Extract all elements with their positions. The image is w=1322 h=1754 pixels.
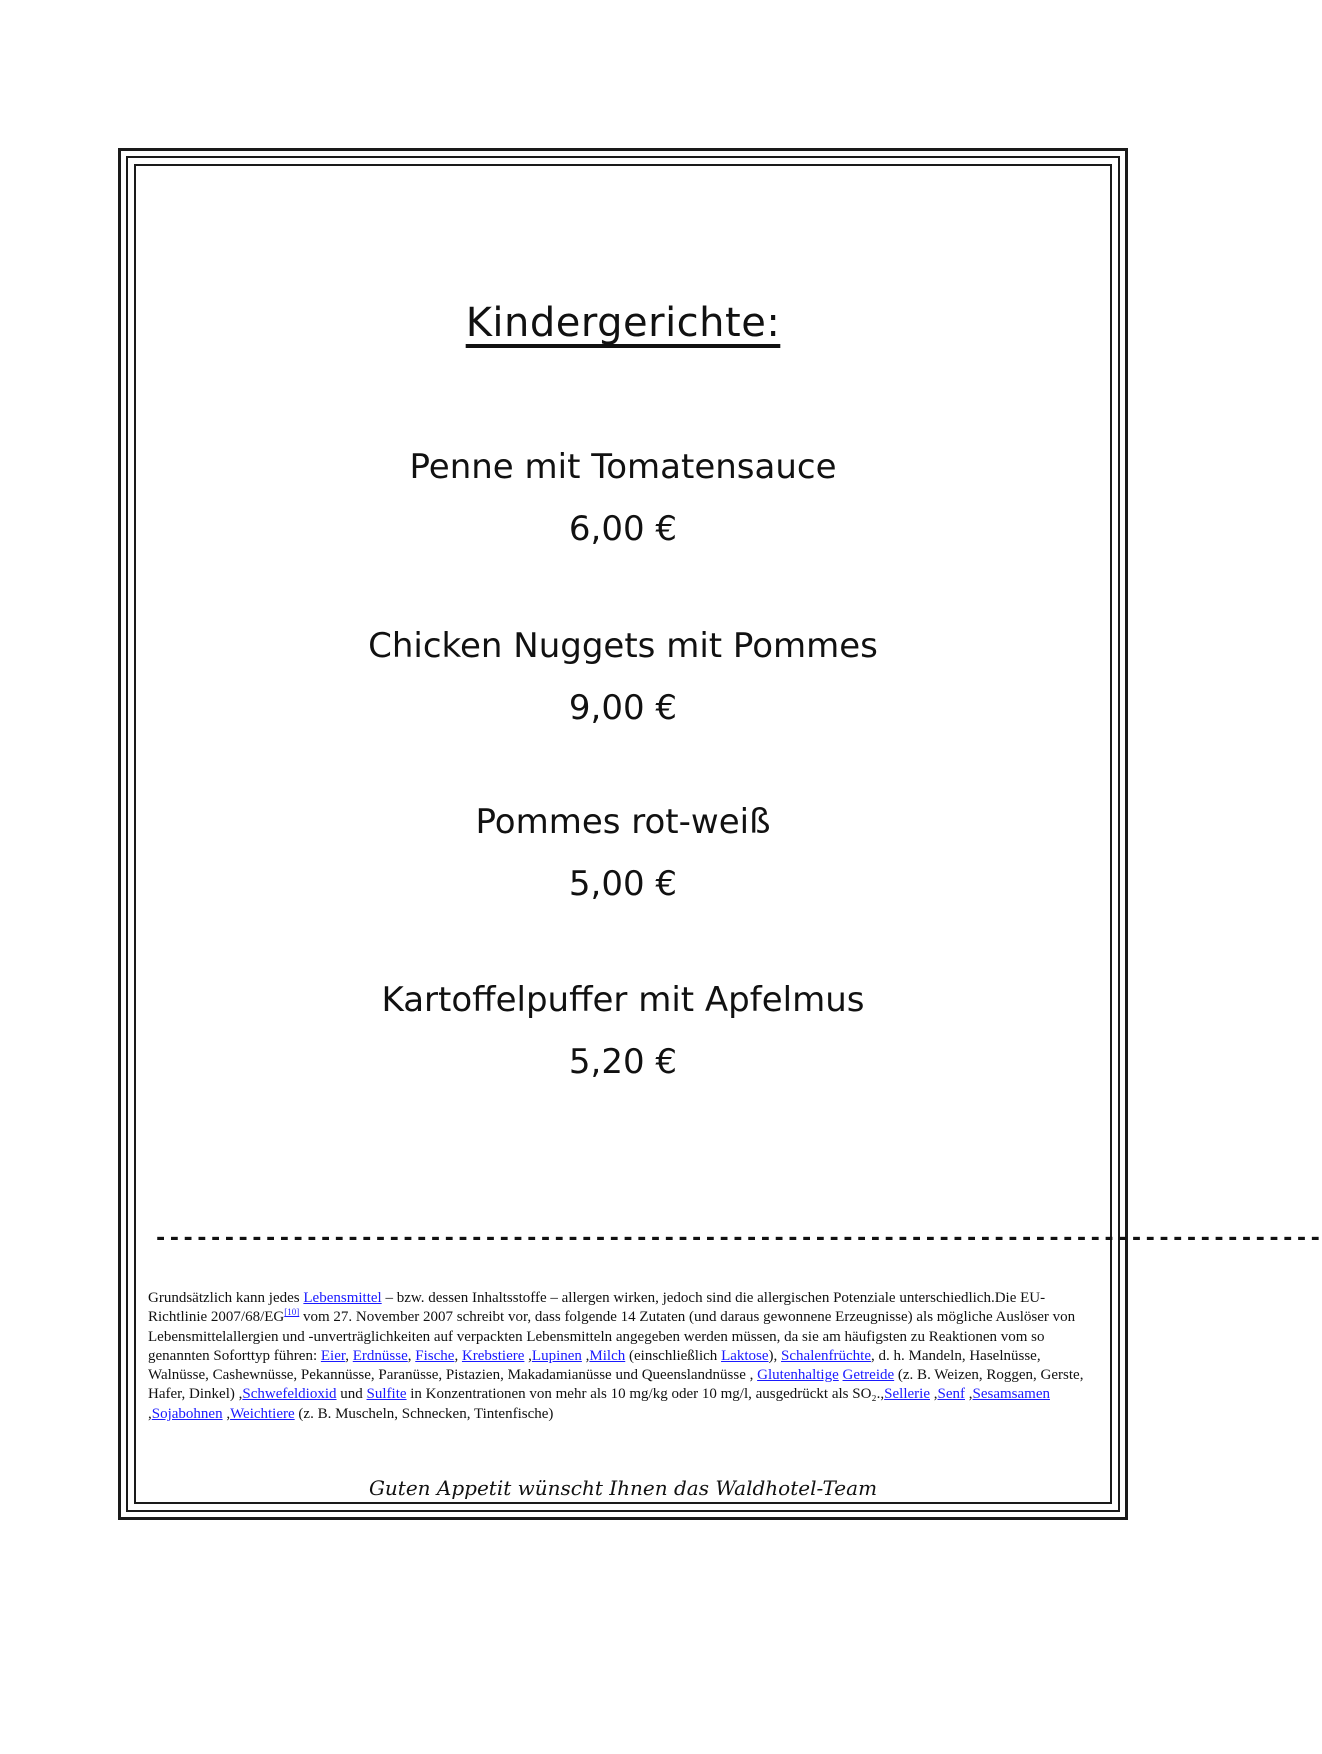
separator: , <box>454 1347 462 1364</box>
dashed-divider: ------------------------------------------------------------------------------------- <box>154 1226 1322 1251</box>
link-senf[interactable]: Senf <box>937 1386 965 1403</box>
dish-price: 5,20 € <box>568 1042 678 1082</box>
allergen-text-segment: – bzw. dessen Inhaltsstoffe – allergen wirken, jedoch sind die allergischen Potenziale unterschiedlich.Die EU-Richtlinie 2007/68/EG <box>148 1290 1046 1326</box>
allergen-text-segment: Grundsätzlich kann jedes <box>148 1290 304 1306</box>
menu-title: Kindergerichte: <box>465 300 781 346</box>
allergen-text-segment: ), <box>768 1347 782 1364</box>
footer-greeting: Guten Appetit wünscht Ihnen das Waldhotel-Team <box>368 1476 878 1500</box>
separator: , <box>930 1386 938 1403</box>
link-getreide[interactable]: Getreide <box>842 1367 895 1384</box>
separator: , <box>524 1347 532 1364</box>
allergen-text-segment: , d. h. Mandeln, Haselnüsse, Walnüsse, Cashewnüsse, Pekannüsse, Paranüsse, Pistazien, Makadamianüsse und Queenslandnüsse , <box>148 1347 1041 1384</box>
separator: , <box>148 1405 152 1422</box>
link-sellerie[interactable]: Sellerie <box>884 1386 930 1403</box>
link-erdnuesse[interactable]: Erdnüsse <box>352 1347 408 1364</box>
separator: , <box>222 1405 231 1422</box>
dish-item <box>140 978 1106 1084</box>
separator: , <box>965 1386 973 1403</box>
allergen-text-segment: (z. B. Weizen, Roggen, Gerste, Hafer, Dinkel) , <box>148 1367 1084 1403</box>
dish-name: Chicken Nuggets mit Pommes <box>368 626 878 666</box>
link-lebensmittel[interactable]: Lebensmittel <box>303 1290 382 1306</box>
allergen-text-segment: (z. B. Muscheln, Schnecken, Tintenfische) <box>294 1405 554 1422</box>
dish-name: Pommes rot-weiß <box>475 802 771 842</box>
link-milch[interactable]: Milch <box>589 1347 626 1364</box>
allergen-text-segment: vom 27. November 2007 schreibt vor, dass folgende 14 Zutaten (und daraus gewonnene Erzeugnisse) als mögliche Auslöser von Lebensmittelallergien und -unverträglichkeiten auf verpackten Lebensmitteln angegeben werden müssen, da sie am häufigsten zu Reaktionen vom so genannten Soforttyp führen: <box>148 1309 1076 1364</box>
allergen-text-segment: und <box>336 1386 367 1403</box>
link-sesamsamen[interactable]: Sesamsamen <box>972 1386 1050 1403</box>
link-schalenfruechte[interactable]: Schalenfrüchte <box>781 1347 872 1364</box>
allergen-notice <box>148 1289 1090 1424</box>
link-weichtiere[interactable]: Weichtiere <box>230 1405 295 1422</box>
allergen-text-segment: (einschließlich <box>625 1347 722 1364</box>
footnote-link[interactable]: [10] <box>284 1307 300 1318</box>
dish-price: 6,00 € <box>568 509 678 549</box>
link-lupinen[interactable]: Lupinen <box>531 1347 582 1364</box>
link-eier[interactable]: Eier <box>320 1347 346 1364</box>
dish-name: Penne mit Tomatensauce <box>409 447 837 487</box>
link-fische[interactable]: Fische <box>415 1347 455 1364</box>
link-krebstiere[interactable]: Krebstiere <box>461 1347 525 1364</box>
separator: , <box>345 1347 353 1364</box>
link-laktose[interactable]: Laktose <box>721 1347 769 1364</box>
separator: , <box>407 1347 416 1364</box>
dish-name: Kartoffelpuffer mit Apfelmus <box>381 980 865 1020</box>
dish-price: 5,00 € <box>568 864 678 904</box>
dish-price: 9,00 € <box>568 688 678 728</box>
dish-item <box>140 445 1106 551</box>
link-sojabohnen[interactable]: Sojabohnen <box>151 1405 223 1422</box>
allergen-text-segment: in Konzentrationen von mehr als 10 mg/kg oder 10 mg/l, ausgedrückt als SO₂., <box>406 1386 885 1403</box>
separator: , <box>581 1347 590 1364</box>
link-glutenhaltige[interactable]: Glutenhaltige <box>757 1367 839 1384</box>
link-schwefeldioxid[interactable]: Schwefeldioxid <box>242 1386 337 1403</box>
dish-item <box>140 624 1106 730</box>
dish-item <box>140 800 1106 906</box>
link-sulfite[interactable]: Sulfite <box>366 1386 407 1403</box>
